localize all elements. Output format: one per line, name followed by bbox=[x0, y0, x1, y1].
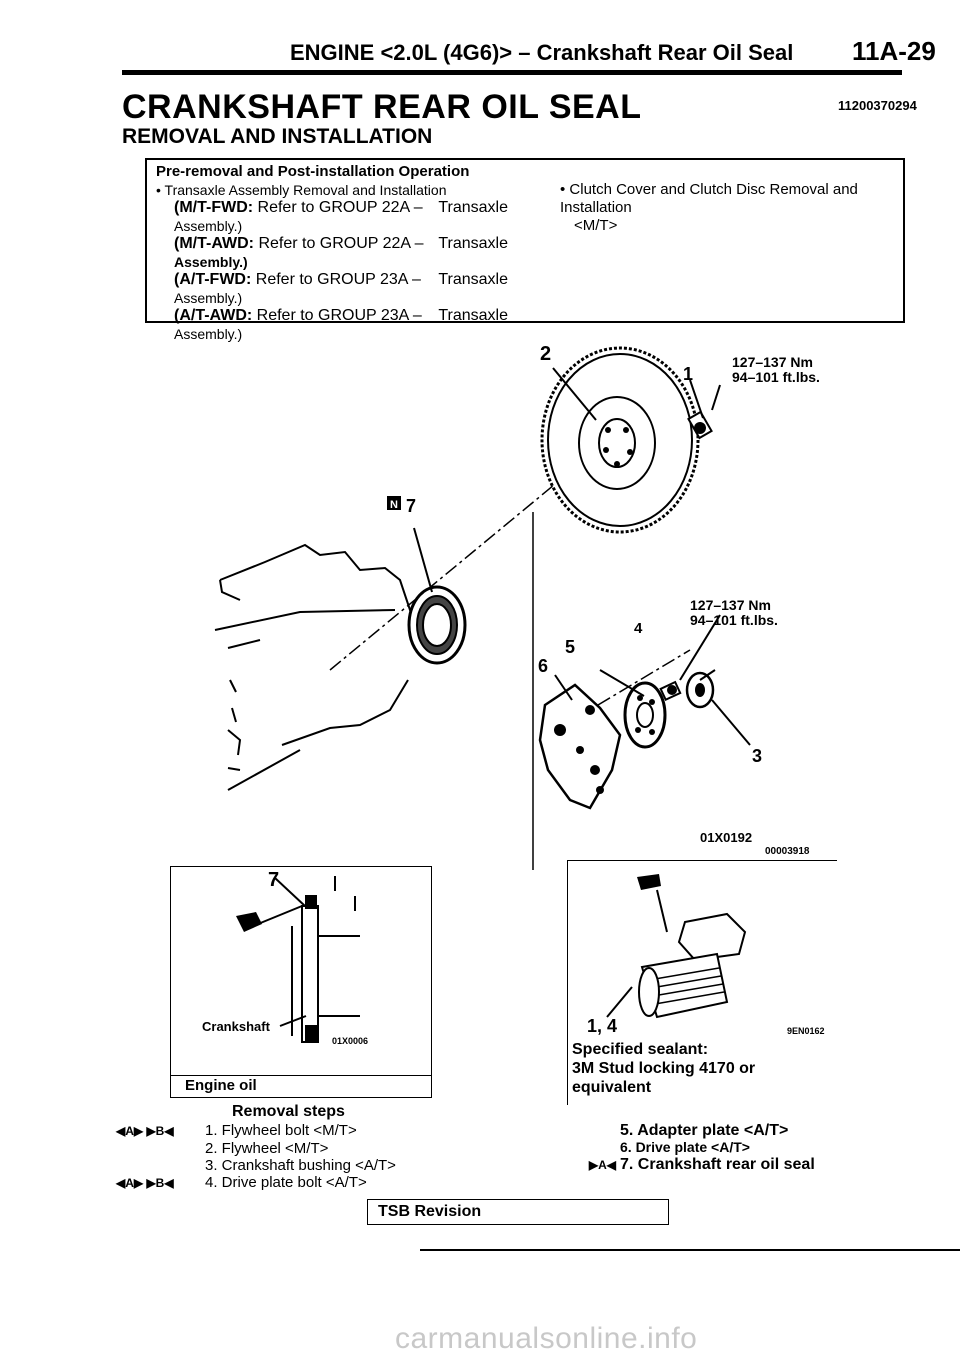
operation-right-item: • Clutch Cover and Clutch Disc Removal and Installation bbox=[560, 181, 858, 216]
torque-mid-nm: 127–137 Nm bbox=[690, 597, 771, 613]
callout-5: 5 bbox=[565, 637, 576, 657]
sealant-title: Specified sealant: bbox=[572, 1041, 709, 1058]
ref-text: Refer to GROUP 23A – bbox=[256, 307, 422, 324]
sealant-spec bbox=[572, 1040, 832, 1097]
step-text: 5. Adapter plate <A/T> bbox=[620, 1122, 789, 1139]
page-header-title: ENGINE <2.0L (4G6)> – Crankshaft Rear Oil Seal bbox=[290, 40, 794, 65]
torque-top-nm: 127–137 Nm bbox=[732, 354, 813, 370]
ref-row bbox=[156, 271, 508, 307]
ref-tail: Assembly.) bbox=[174, 290, 243, 306]
step-marks: ◀A▶ ▶B◀ bbox=[116, 1124, 174, 1138]
ref-drive: (M/T-FWD: bbox=[174, 199, 254, 216]
detail-left-caption: Engine oil bbox=[171, 1075, 431, 1097]
diagram-code-secondary: 00003918 bbox=[765, 846, 810, 857]
new-part-marker: N bbox=[390, 499, 398, 511]
section-code: 11200370294 bbox=[838, 98, 917, 113]
oil-can-icon bbox=[236, 912, 262, 932]
drive-plate bbox=[540, 685, 620, 808]
tsb-revision: TSB Revision bbox=[367, 1199, 669, 1225]
operation-right-tail: <M/T> bbox=[574, 217, 618, 234]
ref-row bbox=[156, 199, 508, 235]
torque-mid-ftlb: 94–101 ft.lbs. bbox=[690, 612, 778, 628]
ref-row bbox=[156, 235, 508, 271]
operation-heading: Pre-removal and Post-installation Operation bbox=[156, 163, 470, 180]
step-text: 1. Flywheel bolt <M/T> bbox=[205, 1122, 357, 1139]
engine-block-outline bbox=[215, 545, 418, 790]
ref-tail: Assembly.) bbox=[174, 218, 243, 234]
exploded-diagram bbox=[0, 330, 960, 870]
page-number: 11A-29 bbox=[852, 36, 936, 66]
step-marks: ◀A▶ ▶B◀ bbox=[116, 1176, 174, 1190]
operation-right-column bbox=[560, 181, 900, 235]
watermark: carmanualsonline.info bbox=[395, 1322, 698, 1355]
ref-drive: (A/T-AWD: bbox=[174, 307, 253, 324]
sealant-text: 3M Stud locking 4170 or equivalent bbox=[572, 1060, 756, 1096]
removal-steps-left bbox=[116, 1122, 396, 1192]
operation-left-column bbox=[156, 181, 508, 343]
step-marks: ▶A◀ bbox=[588, 1158, 616, 1172]
removal-step bbox=[116, 1140, 396, 1157]
crankshaft-bushing bbox=[687, 673, 713, 707]
operation-left-item: • Transaxle Assembly Removal and Installation bbox=[156, 182, 447, 198]
crankshaft-detail bbox=[170, 866, 432, 1076]
diagram-code: 01X0192 bbox=[700, 830, 753, 845]
ref-tail: Assembly.) bbox=[174, 326, 243, 342]
bolt-detail bbox=[567, 862, 837, 1042]
ref-text: Refer to GROUP 23A – bbox=[255, 271, 421, 288]
callout-1: 1 bbox=[683, 364, 694, 384]
flywheel bbox=[542, 348, 698, 532]
torque-top-ftlb: 94–101 ft.lbs. bbox=[732, 369, 820, 385]
ref-text: Refer to GROUP 22A – bbox=[257, 199, 423, 216]
ref-text: Refer to GROUP 22A – bbox=[258, 235, 424, 252]
removal-steps-title: Removal steps bbox=[232, 1103, 345, 1120]
step-text: 7. Crankshaft rear oil seal bbox=[620, 1156, 815, 1173]
removal-step bbox=[560, 1156, 815, 1174]
step-text: 3. Crankshaft bushing <A/T> bbox=[205, 1157, 396, 1174]
section-subtitle: REMOVAL AND INSTALLATION bbox=[122, 125, 433, 148]
detail-right-code: 9EN0162 bbox=[787, 1026, 825, 1036]
ref-drive: (A/T-FWD: bbox=[174, 271, 252, 288]
detail-callout-1-4: 1, 4 bbox=[587, 1016, 618, 1036]
removal-step bbox=[116, 1174, 396, 1192]
removal-step bbox=[560, 1122, 815, 1139]
crankshaft-label: Crankshaft bbox=[202, 1019, 270, 1034]
footer-rule bbox=[420, 1249, 960, 1251]
removal-step bbox=[116, 1122, 396, 1140]
removal-steps-right bbox=[560, 1122, 815, 1174]
detail-callout-7: 7 bbox=[268, 869, 280, 891]
sealant-tube-icon bbox=[637, 874, 661, 890]
callout-2: 2 bbox=[540, 343, 552, 365]
callout-3: 3 bbox=[752, 746, 763, 766]
ref-drive: (M/T-AWD: bbox=[174, 235, 254, 252]
step-text: 4. Drive plate bolt <A/T> bbox=[205, 1174, 367, 1191]
step-text: 2. Flywheel <M/T> bbox=[205, 1140, 329, 1157]
callout-7: 7 bbox=[406, 496, 417, 516]
callout-6: 6 bbox=[538, 656, 549, 676]
ref-tail: Assembly.) bbox=[174, 254, 248, 270]
ref-trailing: Transaxle bbox=[438, 235, 508, 252]
removal-step bbox=[116, 1157, 396, 1174]
step-text: 6. Drive plate <A/T> bbox=[620, 1139, 750, 1155]
removal-step bbox=[560, 1139, 815, 1156]
ref-trailing: Transaxle bbox=[438, 271, 508, 288]
callout-4: 4 bbox=[634, 620, 643, 637]
ref-trailing: Transaxle bbox=[438, 199, 508, 216]
header-rule bbox=[122, 70, 902, 75]
drive-plate-bolt bbox=[661, 682, 681, 700]
section-title: CRANKSHAFT REAR OIL SEAL bbox=[122, 88, 642, 126]
adapter-plate bbox=[625, 683, 665, 747]
detail-left-code: 01X0006 bbox=[332, 1036, 369, 1046]
ref-trailing: Transaxle bbox=[438, 307, 508, 324]
